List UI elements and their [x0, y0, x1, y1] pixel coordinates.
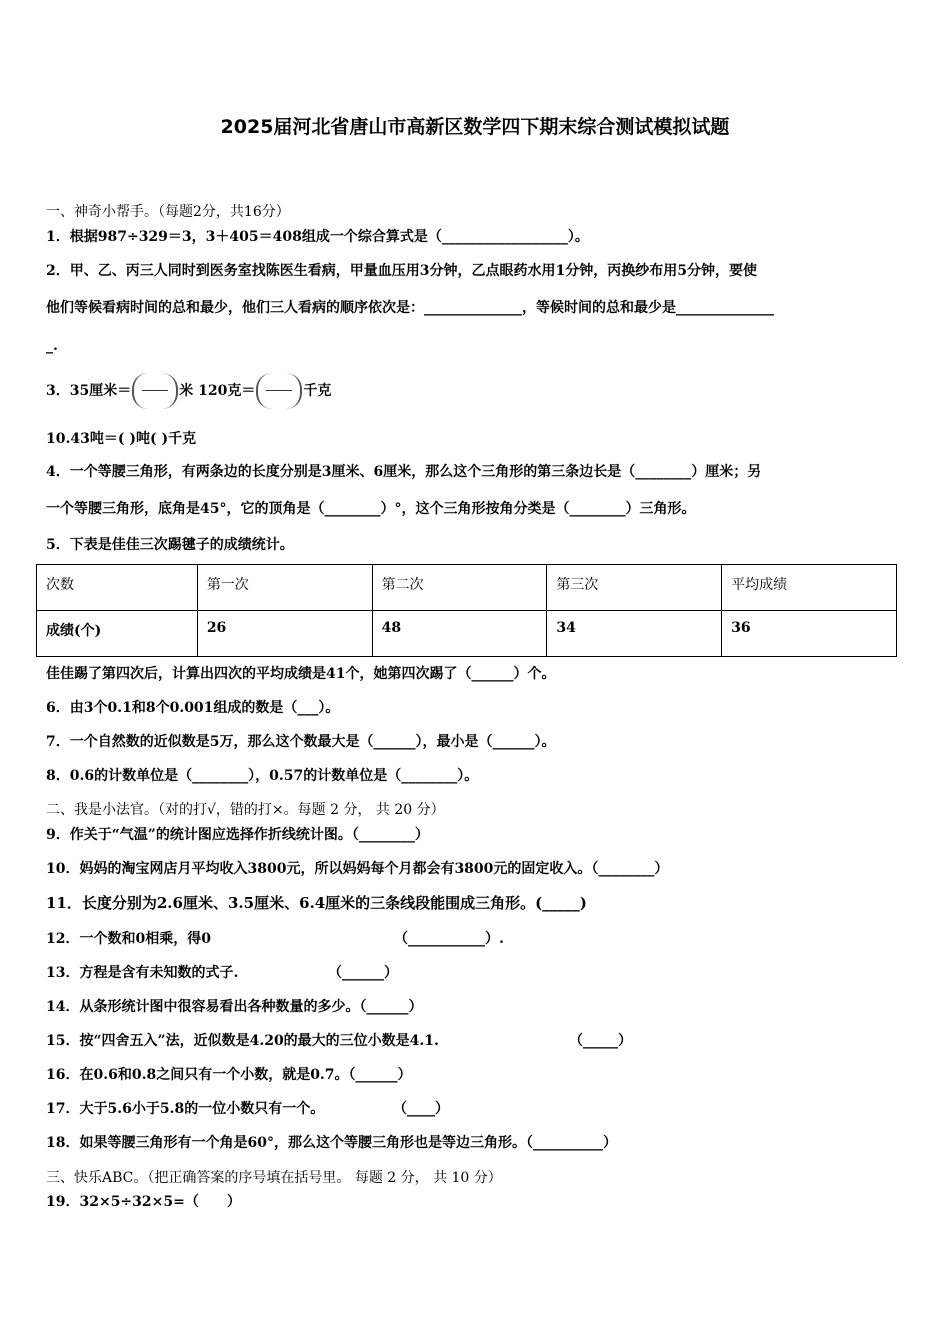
- question-3-line-2: 10.43吨＝( )吨( )千克: [46, 431, 197, 447]
- table-header-cell: 平均成绩: [722, 565, 897, 611]
- table-header-cell: 第三次: [547, 565, 722, 611]
- section-2-heading: 二、我是小法官。（对的打√，错的打×。每题 2 分， 共 20 分）: [46, 802, 445, 818]
- question-9: 9．作关于“气温”的统计图应选择作折线统计图。（________）: [46, 827, 429, 843]
- table-header-row: [37, 565, 897, 611]
- table-cell: 成绩(个): [37, 611, 198, 657]
- question-3-part-a: 3．35厘米＝: [46, 383, 132, 399]
- table-header-cell: 第二次: [372, 565, 547, 611]
- question-8: 8．0.6的计数单位是（________），0.57的计数单位是（________）。: [46, 768, 479, 784]
- table-header-cell: 第一次: [197, 565, 372, 611]
- question-7: 7．一个自然数的近似数是5万，那么这个数最大是（______），最小是（______）。: [46, 734, 556, 750]
- question-12-answer-blank: （___________）.: [394, 931, 504, 947]
- question-1: 1．根据987÷329＝3，3＋405＝408组成一个综合算式是（__________________）。: [46, 229, 589, 245]
- question-15: [46, 1031, 632, 1051]
- question-19: 19．32×5÷32×5=（ ）: [46, 1194, 241, 1210]
- question-13-answer-blank: （______）: [328, 965, 398, 981]
- question-4-line-1: 4．一个等腰三角形，有两条边的长度分别是3厘米、6厘米，那么这个三角形的第三条边长是（________）厘米；另: [46, 464, 762, 480]
- question-13: [46, 963, 398, 983]
- question-5-followup: 佳佳踢了第四次后，计算出四次的平均成绩是41个，她第四次踢了（______）个。: [46, 666, 556, 682]
- question-17-answer-blank: （____）: [393, 1101, 449, 1117]
- table-cell: 48: [372, 611, 547, 657]
- table-row: [37, 611, 897, 657]
- question-2-line-1: 2．甲、乙、丙三人同时到医务室找陈医生看病，甲量血压用3分钟，乙点眼药水用1分钟，丙换纱布用5分钟，要使: [46, 263, 757, 279]
- fraction-blank-icon: [256, 373, 302, 409]
- question-12: [46, 929, 504, 949]
- question-6: 6．由3个0.1和8个0.001组成的数是（___）。: [46, 700, 340, 716]
- question-2-line-3: _.: [46, 338, 58, 354]
- question-3-part-c: 千克: [303, 383, 332, 399]
- question-4-line-2: 一个等腰三角形，底角是45°，它的顶角是（________）°，这个三角形按角分类是（________）三角形。: [46, 501, 696, 517]
- score-table: [36, 564, 897, 657]
- question-11: 11．长度分别为2.6厘米、3.5厘米、6.4厘米的三条线段能围成三角形。(_____): [46, 894, 587, 912]
- question-5: 5．下表是佳佳三次踢毽子的成绩统计。: [46, 537, 294, 553]
- question-18: 18．如果等腰三角形有一个角是60°，那么这个等腰三角形也是等边三角形。（__________）: [46, 1135, 617, 1151]
- question-15-answer-blank: （_____）: [569, 1033, 632, 1049]
- question-17-text: 17．大于5.6小于5.8的一位小数只有一个。: [46, 1101, 325, 1117]
- question-12-text: 12．一个数和0相乘，得0: [46, 931, 211, 947]
- table-cell: 34: [547, 611, 722, 657]
- question-3-part-b: 米 120克＝: [179, 383, 256, 399]
- page-title: 2025届河北省唐山市高新区数学四下期末综合测试模拟试题: [220, 116, 730, 138]
- question-16: 16．在0.6和0.8之间只有一个小数，就是0.7。（______）: [46, 1067, 412, 1083]
- question-14: 14．从条形统计图中很容易看出各种数量的多少。（______）: [46, 999, 423, 1015]
- question-15-text: 15．按“四舍五入”法，近似数是4.20的最大的三位小数是4.1.: [46, 1033, 439, 1049]
- question-10: 10．妈妈的淘宝网店月平均收入3800元，所以妈妈每个月都会有3800元的固定收入。（________）: [46, 861, 669, 877]
- question-17: [46, 1099, 449, 1119]
- table-cell: 36: [722, 611, 897, 657]
- section-3-heading: 三、快乐ABC。（把正确答案的序号填在括号里。 每题 2 分， 共 10 分）: [46, 1170, 502, 1186]
- question-2-line-2: 他们等候看病时间的总和最少，他们三人看病的顺序依次是：______________，等候时间的总和最少是______________: [46, 300, 774, 316]
- table-cell: 26: [197, 611, 372, 657]
- question-13-text: 13．方程是含有未知数的式子.: [46, 965, 239, 981]
- question-3: [46, 373, 331, 409]
- table-header-cell: 次数: [37, 565, 198, 611]
- fraction-blank-icon: [132, 373, 178, 409]
- section-1-heading: 一、神奇小帮手。（每题2分，共16分）: [46, 204, 290, 220]
